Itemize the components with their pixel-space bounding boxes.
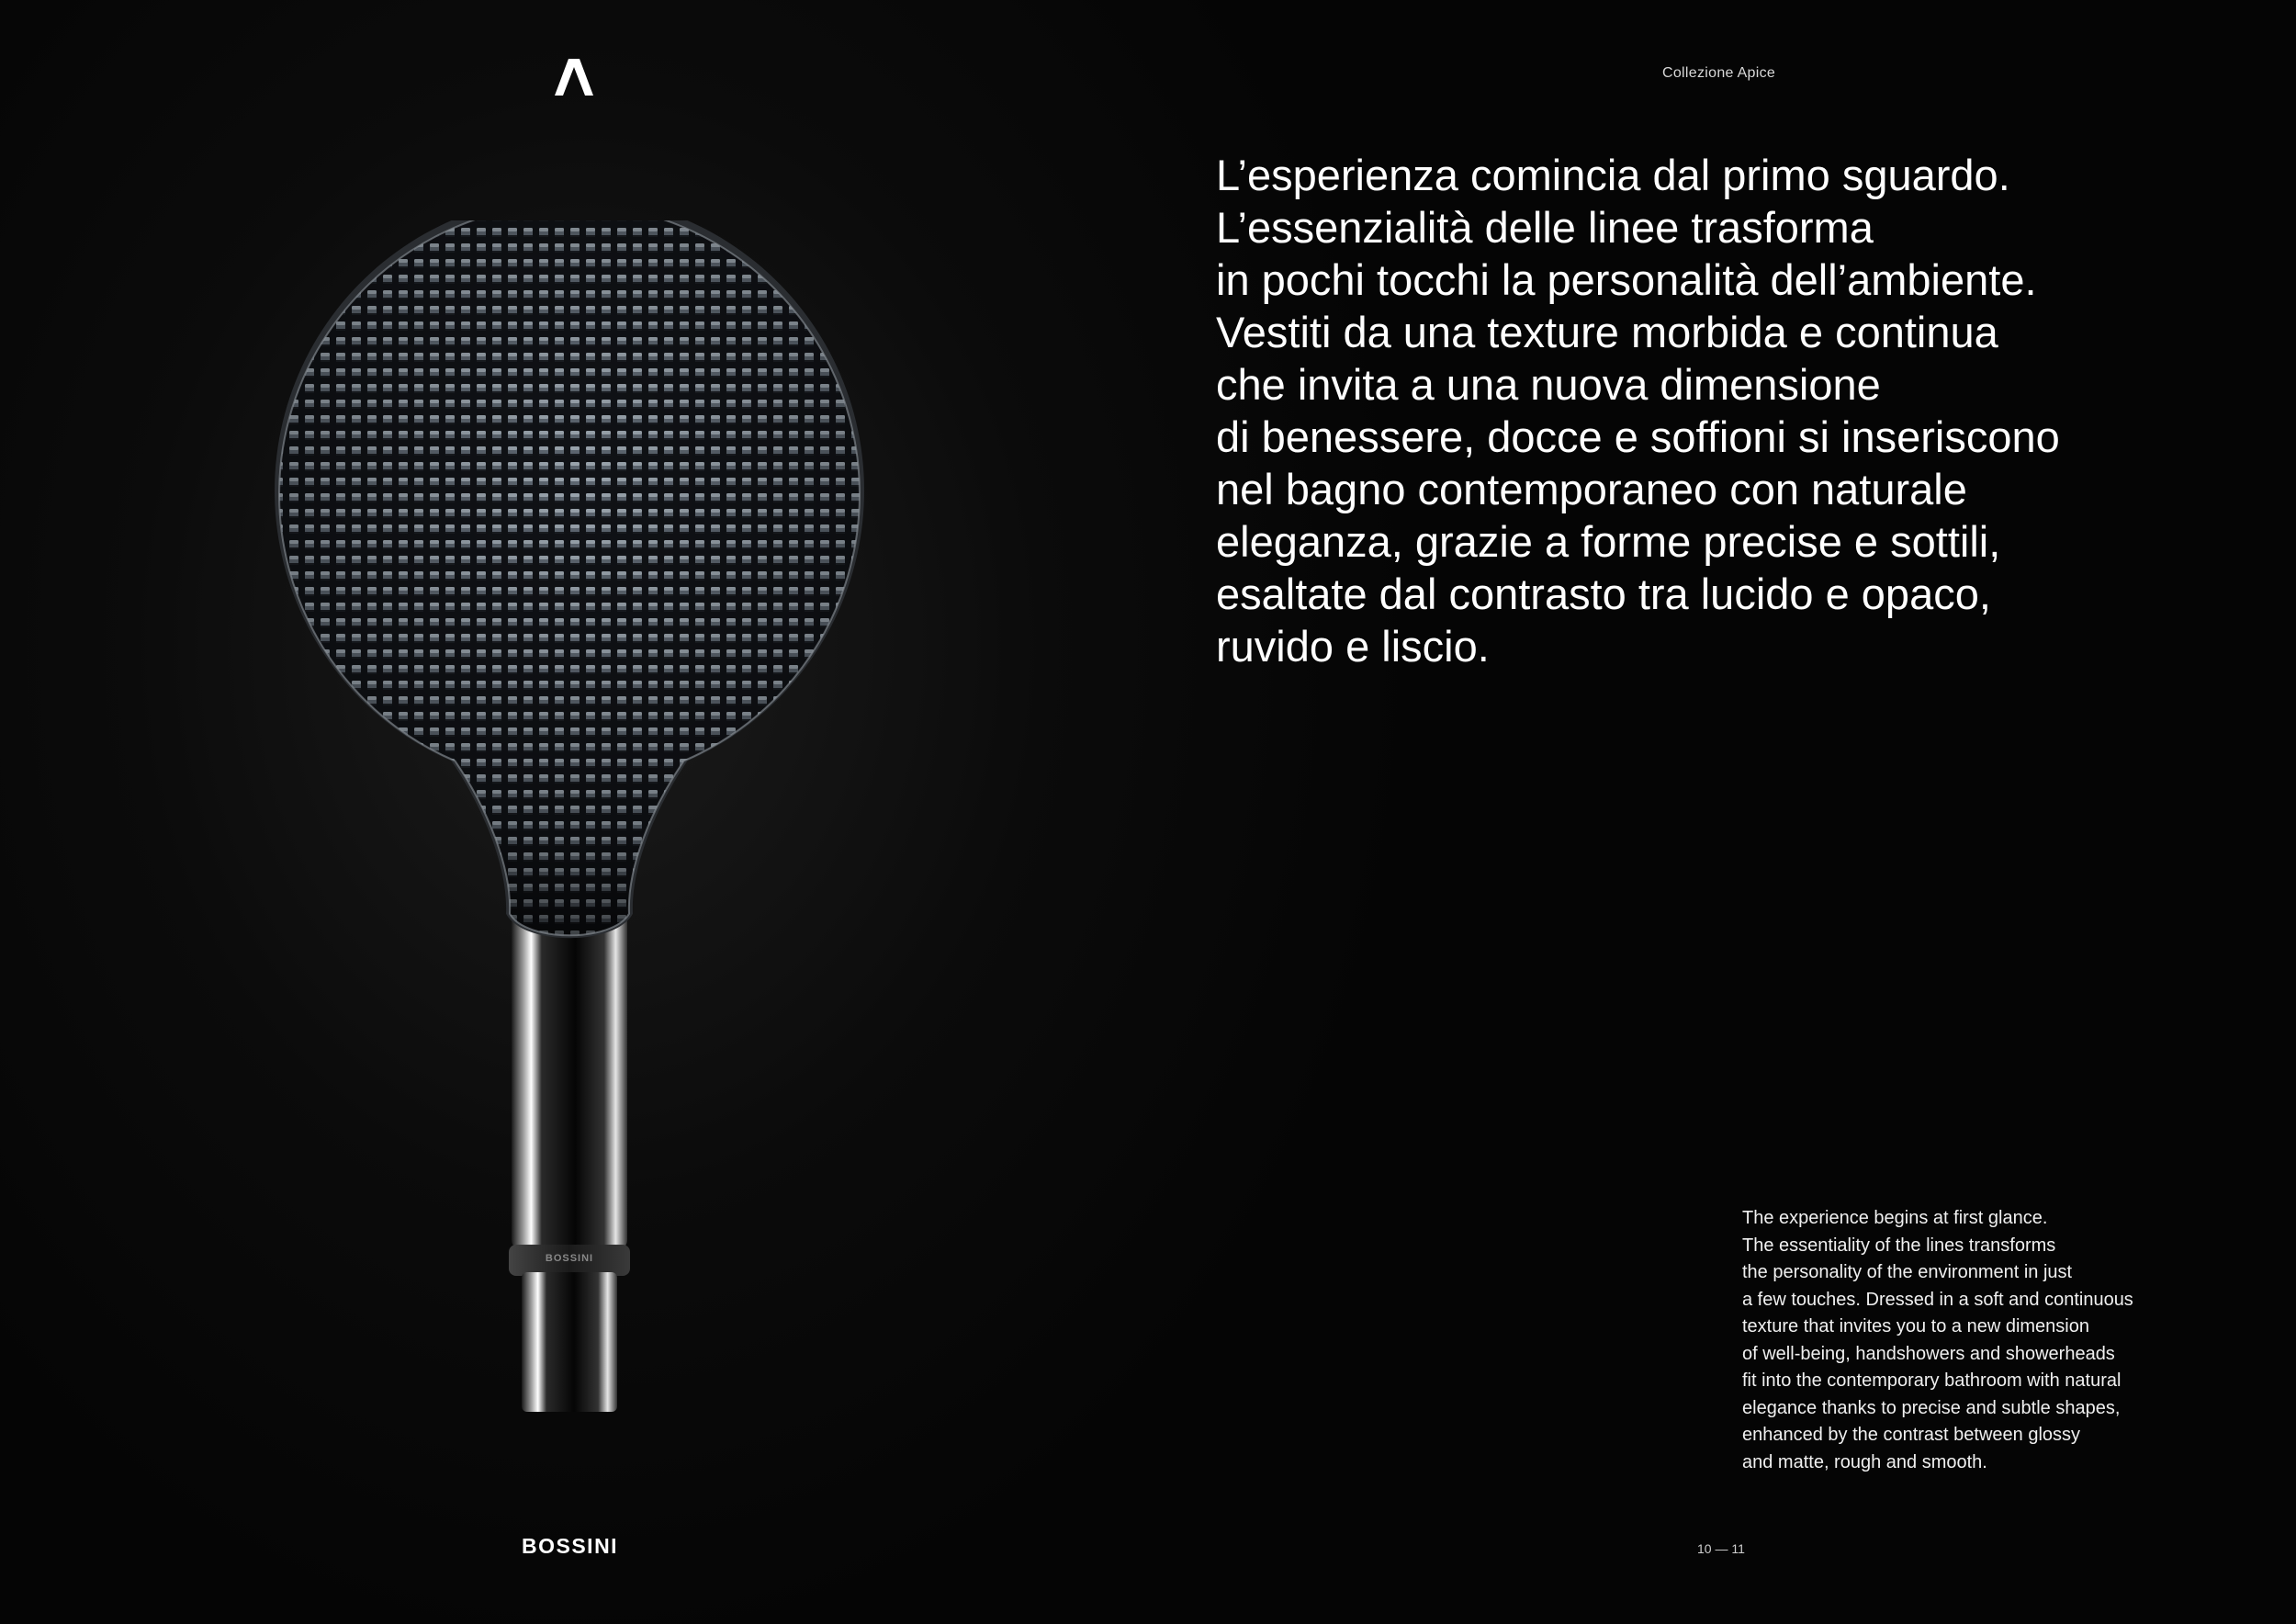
- headline-line: L’esperienza comincia dal primo sguardo.: [1216, 151, 2010, 199]
- hand-shower-photo: [266, 220, 891, 1442]
- headline-line: che invita a una nuova dimensione: [1216, 360, 1881, 409]
- body-line: the personality of the environment in just: [1742, 1262, 2073, 1282]
- headline-line: di benessere, docce e soffioni si inseriscono: [1216, 412, 2060, 461]
- headline-line: Vestiti da una texture morbida e continua: [1216, 308, 1998, 356]
- body-line: texture that invites you to a new dimension: [1742, 1316, 2089, 1336]
- headline-line: nel bagno contemporaneo con naturale: [1216, 465, 1967, 513]
- body-line: fit into the contemporary bathroom with natural: [1742, 1370, 2122, 1391]
- body-line: of well-being, handshowers and showerheads: [1742, 1343, 2115, 1364]
- body-line: enhanced by the contrast between glossy: [1742, 1425, 2081, 1445]
- handle-engraving: BOSSINI: [545, 1253, 594, 1264]
- body-line: a few touches. Dressed in a soft and continuous: [1742, 1289, 2133, 1310]
- headline-line: L’essenzialità delle linee trasforma: [1216, 203, 1874, 252]
- body-line: and matte, rough and smooth.: [1742, 1451, 1987, 1472]
- page-number: 10 — 11: [1697, 1541, 1745, 1556]
- body-text-english: [1742, 1205, 2220, 1476]
- body-line: The essentiality of the lines transforms: [1742, 1235, 2056, 1256]
- right-page: [1148, 0, 2296, 1624]
- body-line: The experience begins at first glance.: [1742, 1208, 2048, 1228]
- body-line: elegance thanks to precise and subtle shapes,: [1742, 1397, 2121, 1418]
- brand-wordmark: BOSSINI: [522, 1534, 619, 1558]
- collection-label: Collezione Apice: [1662, 65, 1776, 81]
- apex-a-logo-icon: [555, 59, 593, 96]
- headline-italian: [1216, 149, 2263, 672]
- headline-line: in pochi tocchi la personalità dell’ambiente.: [1216, 255, 2037, 304]
- headline-line: esaltate dal contrasto tra lucido e opaco,: [1216, 570, 1991, 618]
- headline-line: ruvido e liscio.: [1216, 622, 1490, 671]
- headline-line: eleganza, grazie a forme precise e sottili,: [1216, 517, 2001, 566]
